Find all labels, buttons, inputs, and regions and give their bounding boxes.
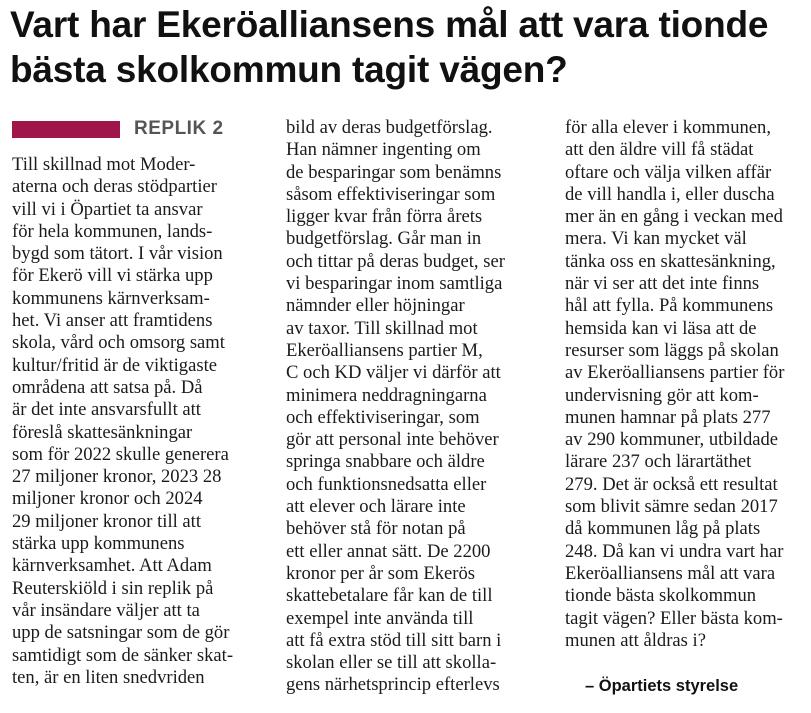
text-line: munen hamnar på plats 277 xyxy=(565,406,771,428)
text-line: 279. Det är också ett resultat xyxy=(565,473,778,495)
text-line: och effektiviseringar, som xyxy=(286,406,480,428)
text-line: de vill handla i, eller duscha xyxy=(565,183,775,205)
text-line: kärnverksamhet. Att Adam xyxy=(12,555,212,577)
text-line: tionde bästa skolkommun xyxy=(565,585,757,607)
text-line: Till skillnad mot Moder- xyxy=(12,154,196,175)
text-line: de besparingar som benämns xyxy=(286,161,502,183)
text-line: behöver stå för notan på xyxy=(286,518,466,540)
article-column-1 xyxy=(12,154,272,689)
text-line: nämnder eller höjningar xyxy=(286,295,465,317)
text-line: som blivit sämre sedan 2017 xyxy=(565,496,778,518)
text-line: minimera neddragningarna xyxy=(286,384,487,406)
text-line: aterna och deras stödpartier xyxy=(12,176,217,198)
text-line: samtidigt som de sänker skat- xyxy=(12,644,234,666)
text-line: av 290 kommuner, utbildade xyxy=(565,429,779,451)
text-line: tänka oss en skattesänkning, xyxy=(565,250,776,272)
text-line: när vi ser att det inte finns xyxy=(565,273,760,295)
text-line: gör att personal inte behöver xyxy=(286,429,499,451)
text-line: bygd som tätort. I vår vision xyxy=(12,243,223,265)
text-line: ten, är en liten snedvriden xyxy=(12,666,205,688)
text-line: skola, vård och omsorg samt xyxy=(12,332,225,354)
article-column-2 xyxy=(286,117,548,697)
signature: – Öpartiets styrelse xyxy=(585,677,739,695)
text-line: munen att åldras i? xyxy=(565,629,706,651)
text-line: mera. Vi kan mycket väl xyxy=(565,228,747,250)
text-line: vi besparingar inom samtliga xyxy=(286,273,503,295)
text-line: kultur/fritid är de viktigaste xyxy=(12,354,217,376)
text-line: C och KD väljer vi därför att xyxy=(286,362,501,384)
text-line: är det inte ansvarsfullt att xyxy=(12,399,201,421)
text-line: upp de satsningar som de gör xyxy=(12,622,230,644)
text-line: gens närhetsprincip efterlevs xyxy=(286,674,500,696)
article-column-3 xyxy=(565,117,803,652)
text-line: mer än en gång i veckan med xyxy=(565,206,783,228)
text-line: för hela kommunen, lands- xyxy=(12,220,213,242)
text-line: oftare och välja vilken affär xyxy=(565,161,772,183)
text-line: Reuterskiöld i sin replik på xyxy=(12,577,214,599)
text-line: budgetförslag. Går man in xyxy=(286,228,482,250)
headline: Vart har Ekeröalliansens mål att vara tionde bästa skolkommun tagit vägen? xyxy=(10,4,769,90)
text-line: och funktionsnedsatta eller xyxy=(286,473,487,495)
text-line: för Ekerö vill vi stärka upp xyxy=(12,265,213,287)
text-line: att den äldre vill få städat xyxy=(565,139,754,161)
kicker-accent-bar xyxy=(12,121,120,138)
text-line: ligger kvar från förra årets xyxy=(286,206,483,228)
kicker-label: REPLIK 2 xyxy=(134,118,224,139)
text-line: föreslå skattesänkningar xyxy=(12,421,193,443)
text-line: tagit vägen? Eller bästa kom- xyxy=(565,607,783,629)
text-line: Ekeröalliansens mål att vara xyxy=(565,562,776,584)
text-line: undervisning gör att kom- xyxy=(565,384,759,406)
text-line: av Ekeröalliansens partier för xyxy=(565,362,785,384)
text-line: skattebetalare får kan de till xyxy=(286,585,493,607)
text-line: områdena att satsa på. Då xyxy=(12,376,203,398)
text-line: 248. Då kan vi undra vart har xyxy=(565,540,784,562)
text-line: hål att fylla. På kommunens xyxy=(565,295,774,317)
text-line: exempel inte använda till xyxy=(286,607,474,629)
text-line: 27 miljoner kronor, 2023 28 xyxy=(12,466,222,488)
text-line: Ekeröalliansens partier M, xyxy=(286,339,483,361)
text-line: då kommunen låg på plats xyxy=(565,518,761,540)
text-line: kronor per år som Ekerös xyxy=(286,562,475,584)
text-line: vill vi i Öpartiet ta ansvar xyxy=(12,198,203,220)
text-line: miljoner kronor och 2024 xyxy=(12,488,203,510)
text-line: het. Vi anser att framtidens xyxy=(12,310,213,332)
text-line: kommunens kärnverksam- xyxy=(12,287,210,309)
text-line: stärka upp kommunens xyxy=(12,533,185,555)
text-line: av taxor. Till skillnad mot xyxy=(286,317,478,339)
text-line: vår insändare väljer att ta xyxy=(12,599,200,621)
text-line: ett eller annat sätt. De 2200 xyxy=(286,540,491,562)
text-line: bild av deras budgetförslag. xyxy=(286,117,493,138)
text-line: för alla elever i kommunen, xyxy=(565,117,772,138)
text-line: lärare 237 och lärartäthet xyxy=(565,451,752,473)
text-line: 29 miljoner kronor till att xyxy=(12,510,202,532)
text-line: att elever och lärare inte xyxy=(286,496,466,518)
text-line: skolan eller se till att skolla- xyxy=(286,652,497,674)
text-line: springa snabbare och äldre xyxy=(286,451,485,473)
kicker xyxy=(12,118,224,140)
text-line: att få extra stöd till sitt barn i xyxy=(286,629,502,651)
text-line: som för 2022 skulle generera xyxy=(12,443,229,465)
text-line: hemsida kan vi läsa att de xyxy=(565,317,757,339)
text-line: resurser som läggs på skolan xyxy=(565,339,779,361)
text-line: såsom effektiviseringar som xyxy=(286,183,496,205)
text-line: Han nämner ingenting om xyxy=(286,139,481,161)
text-line: och tittar på deras budget, ser xyxy=(286,250,505,272)
